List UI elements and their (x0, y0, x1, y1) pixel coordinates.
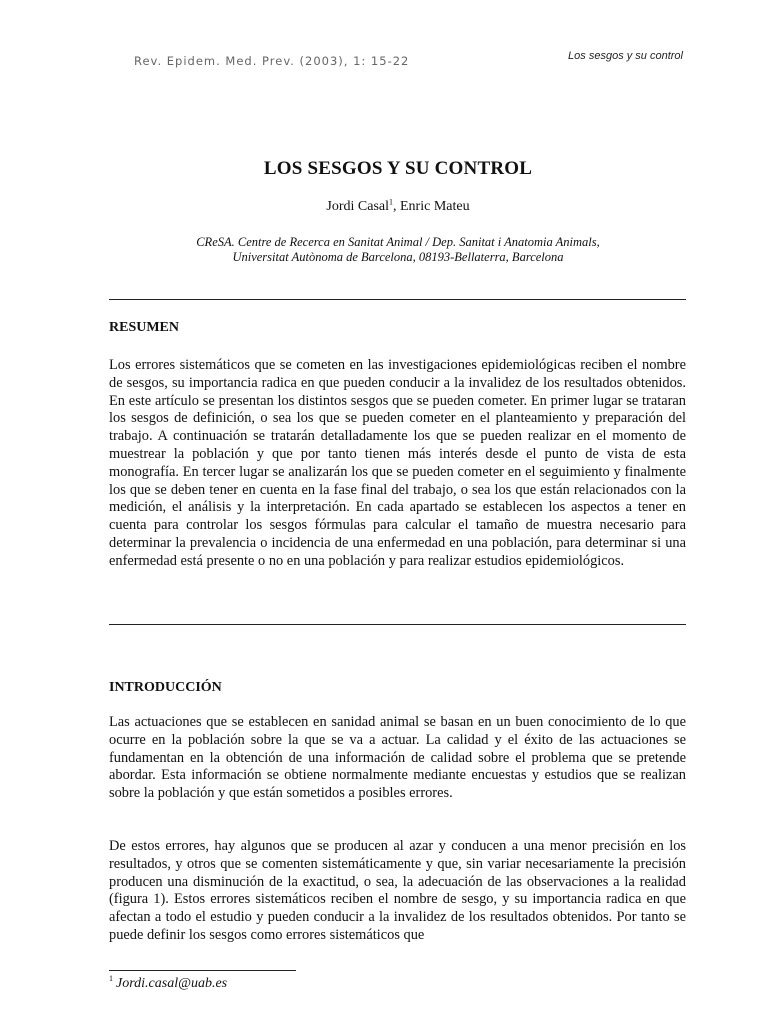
journal-citation: Rev. Epidem. Med. Prev. (2003), 1: 15-22 (134, 54, 410, 68)
footnote-marker: 1 (109, 974, 113, 984)
affiliation-line: CReSA. Centre de Recerca en Sanitat Animal / Dep. Sanitat i Anatomia Animals, (196, 235, 600, 249)
introduction-heading: INTRODUCCIÓN (109, 680, 222, 695)
author-name: , Enric Mateu (393, 199, 470, 214)
author-list (0, 199, 768, 215)
footnote-email[interactable]: Jordi.casal@uab.es (116, 976, 228, 991)
affiliation (0, 235, 768, 265)
abstract-heading: RESUMEN (109, 320, 180, 335)
section-divider (109, 299, 686, 300)
body-paragraph: Las actuaciones que se establecen en sanidad animal se basan en un buen conocimiento de lo que ocurre en la población sobre la que se va a actuar. La calidad y el éxito de las actuaciones se fundamentan en la obtención de una información de calidad sobre el problema que se pretende abordar. Esta información se obtiene normalmente mediante encuestas y estudios que se realizan sobre la población y que están sometidos a posibles errores. (109, 714, 686, 802)
author-name: Jordi Casal (326, 199, 389, 214)
body-paragraph: De estos errores, hay algunos que se producen al azar y conducen a una menor precisión en los resultados, y otros que se comenten sistemáticamente y que, sin variar necesariamente la precisión producen una disminución de la exactitud, o sea, la adecuación de las observaciones a la realidad (figura 1). Estos errores sistemáticos reciben el nombre de sesgo, y su importancia radica en que afectan a todo el estudio y pueden conducir a la invalidez de los resultados obtenidos. Por tanto se puede definir los sesgos como errores sistemáticos que (109, 838, 686, 943)
article-title: LOS SESGOS Y SU CONTROL (263, 158, 533, 179)
section-divider (109, 624, 686, 625)
affiliation-line: Universitat Autònoma de Barcelona, 08193-Bellaterra, Barcelona (232, 250, 564, 264)
footnote-marker: 1 (389, 197, 393, 207)
abstract-text: Los errores sistemáticos que se cometen en las investigaciones epidemiológicas reciben el nombre de sesgos, su importancia radica en que pueden conducir a la invalidez de los resultados obtenidos. En este artículo se presentan los distintos sesgos que se pueden cometer. En primer lugar se trataran los sesgos de definición, o sea los que se pueden cometer en el planteamiento y preparación del trabajo. A continuación se tratarán detalladamente los que se pueden realizar en el momento de muestrear la población y que por tanto tienen más interés desde el punto de vista de esta monografía. En tercer lugar se analizarán los que se pueden cometer en el seguimiento y finalmente los que se deben tener en cuenta en la fase final del trabajo, o sea los que están relacionados con la medición, el análisis y la interpretación. En cada apartado se establecen los aspectos a tener en cuenta para controlar los sesgos fórmulas para calcular el tamaño de muestra necesario para determinar la prevalencia o incidencia de una enfermedad en una población, para determinar si una enfermedad está presente o no en una población y para realizar estudios epidemiológicos. (109, 357, 686, 569)
footnote (109, 976, 227, 992)
running-title: Los sesgos y su control (568, 50, 683, 62)
footnote-divider (109, 970, 296, 971)
